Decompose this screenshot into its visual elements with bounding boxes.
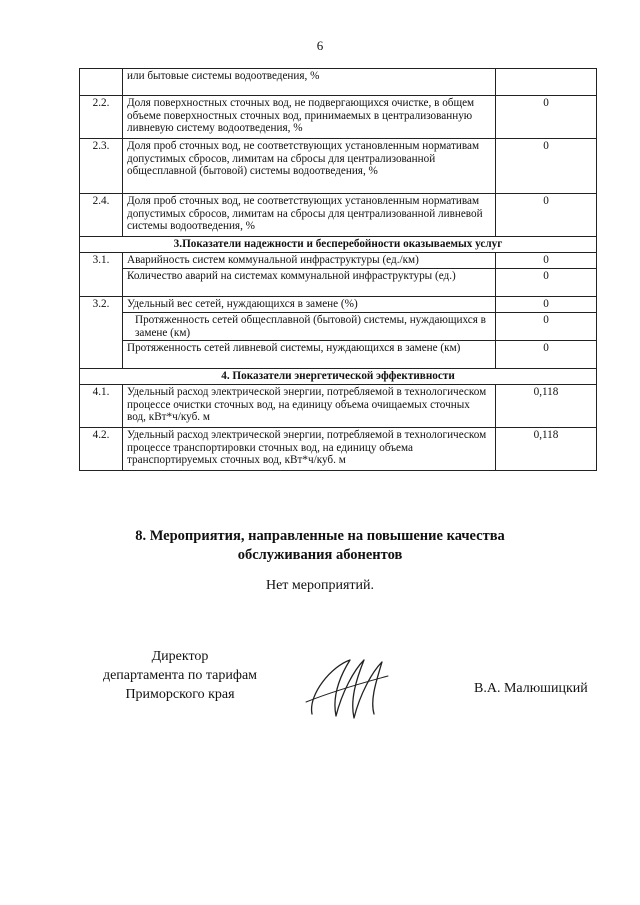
row-value: 0,118 xyxy=(496,385,597,428)
row-value: 0 xyxy=(496,253,597,269)
row-value: 0 xyxy=(496,313,597,341)
row-text: Доля проб сточных вод, не соответствующих установленным нормативам допустимых сбросов, лимитам на сбросы для централизованной ливневой системы водоотведения, % xyxy=(123,194,496,237)
row-text: Удельный расход электрической энергии, потребляемой в технологическом процессе очистки сточных вод, на единицу объема очищаемых сточных вод, кВт*ч/куб. м xyxy=(123,385,496,428)
row-number: 2.3. xyxy=(80,139,123,194)
row-text: Доля поверхностных сточных вод, не подвергающихся очистке, в общем объеме поверхностных сточных вод, принимаемых в централизованную ливневую систему водоотведения, % xyxy=(123,96,496,139)
page-number: 6 xyxy=(316,38,324,53)
row-text: Протяженность сетей общесплавной (бытовой) системы, нуждающихся в замене (км) xyxy=(123,313,496,341)
table-row xyxy=(80,297,597,313)
table-row xyxy=(80,341,597,369)
table-row xyxy=(80,194,597,237)
signer-title-line1: Директор xyxy=(151,649,209,664)
row-number: 2.4. xyxy=(80,194,123,237)
signer-name: В.А. Малюшицкий xyxy=(474,681,588,696)
table-row xyxy=(80,139,597,194)
table-row xyxy=(80,69,597,96)
row-number: 2.2. xyxy=(80,96,123,139)
row-value: 0,118 xyxy=(496,428,597,471)
row-text: Количество аварий на системах коммунальной инфраструктуры (ед.) xyxy=(123,269,496,297)
signer-title xyxy=(80,647,280,704)
row-value: 0 xyxy=(496,139,597,194)
table-row xyxy=(80,269,597,297)
section-4-title: 4. Показатели энергетической эффективности xyxy=(80,369,597,385)
row-text: Аварийность систем коммунальной инфраструктуры (ед./км) xyxy=(123,253,496,269)
row-number: 3.2. xyxy=(80,297,123,369)
indicators-table xyxy=(79,68,597,471)
signer-title-line2: департамента по тарифам xyxy=(102,668,258,683)
table-row xyxy=(80,253,597,269)
signer-title-line3: Приморского края xyxy=(125,687,235,702)
table-row xyxy=(80,96,597,139)
row-number: 3.1. xyxy=(80,253,123,297)
section-8-heading xyxy=(0,527,640,565)
row-text: Протяженность сетей ливневой системы, нуждающихся в замене (км) xyxy=(123,341,496,369)
section-3-title: 3.Показатели надежности и бесперебойности оказываемых услуг xyxy=(80,237,597,253)
row-value: 0 xyxy=(496,297,597,313)
table-row xyxy=(80,385,597,428)
handwritten-signature xyxy=(302,654,392,724)
section-header-row xyxy=(80,369,597,385)
section-8-heading-line1: 8. Мероприятия, направленные на повышение качества xyxy=(135,528,505,544)
section-8-text: Нет мероприятий. xyxy=(265,578,375,593)
row-text: Удельный вес сетей, нуждающихся в замене (%) xyxy=(123,297,496,313)
row-value xyxy=(496,69,597,96)
row-text: или бытовые системы водоотведения, % xyxy=(123,69,496,96)
section-header-row xyxy=(80,237,597,253)
row-value: 0 xyxy=(496,194,597,237)
row-value: 0 xyxy=(496,269,597,297)
row-number: 4.2. xyxy=(80,428,123,471)
section-8-heading-line2: обслуживания абонентов xyxy=(237,547,403,563)
row-value: 0 xyxy=(496,341,597,369)
row-text: Доля проб сточных вод, не соответствующих установленным нормативам допустимых сбросов, лимитам на сбросы для централизованной общесплавной (бытовой) системы водоотведения, % xyxy=(123,139,496,194)
table-row xyxy=(80,428,597,471)
table-row xyxy=(80,313,597,341)
row-text: Удельный расход электрической энергии, потребляемой в технологическом процессе транспортировки сточных вод, на единицу объема транспортируемых сточных вод, кВт*ч/куб. м xyxy=(123,428,496,471)
row-number xyxy=(80,69,123,96)
row-number: 4.1. xyxy=(80,385,123,428)
row-value: 0 xyxy=(496,96,597,139)
